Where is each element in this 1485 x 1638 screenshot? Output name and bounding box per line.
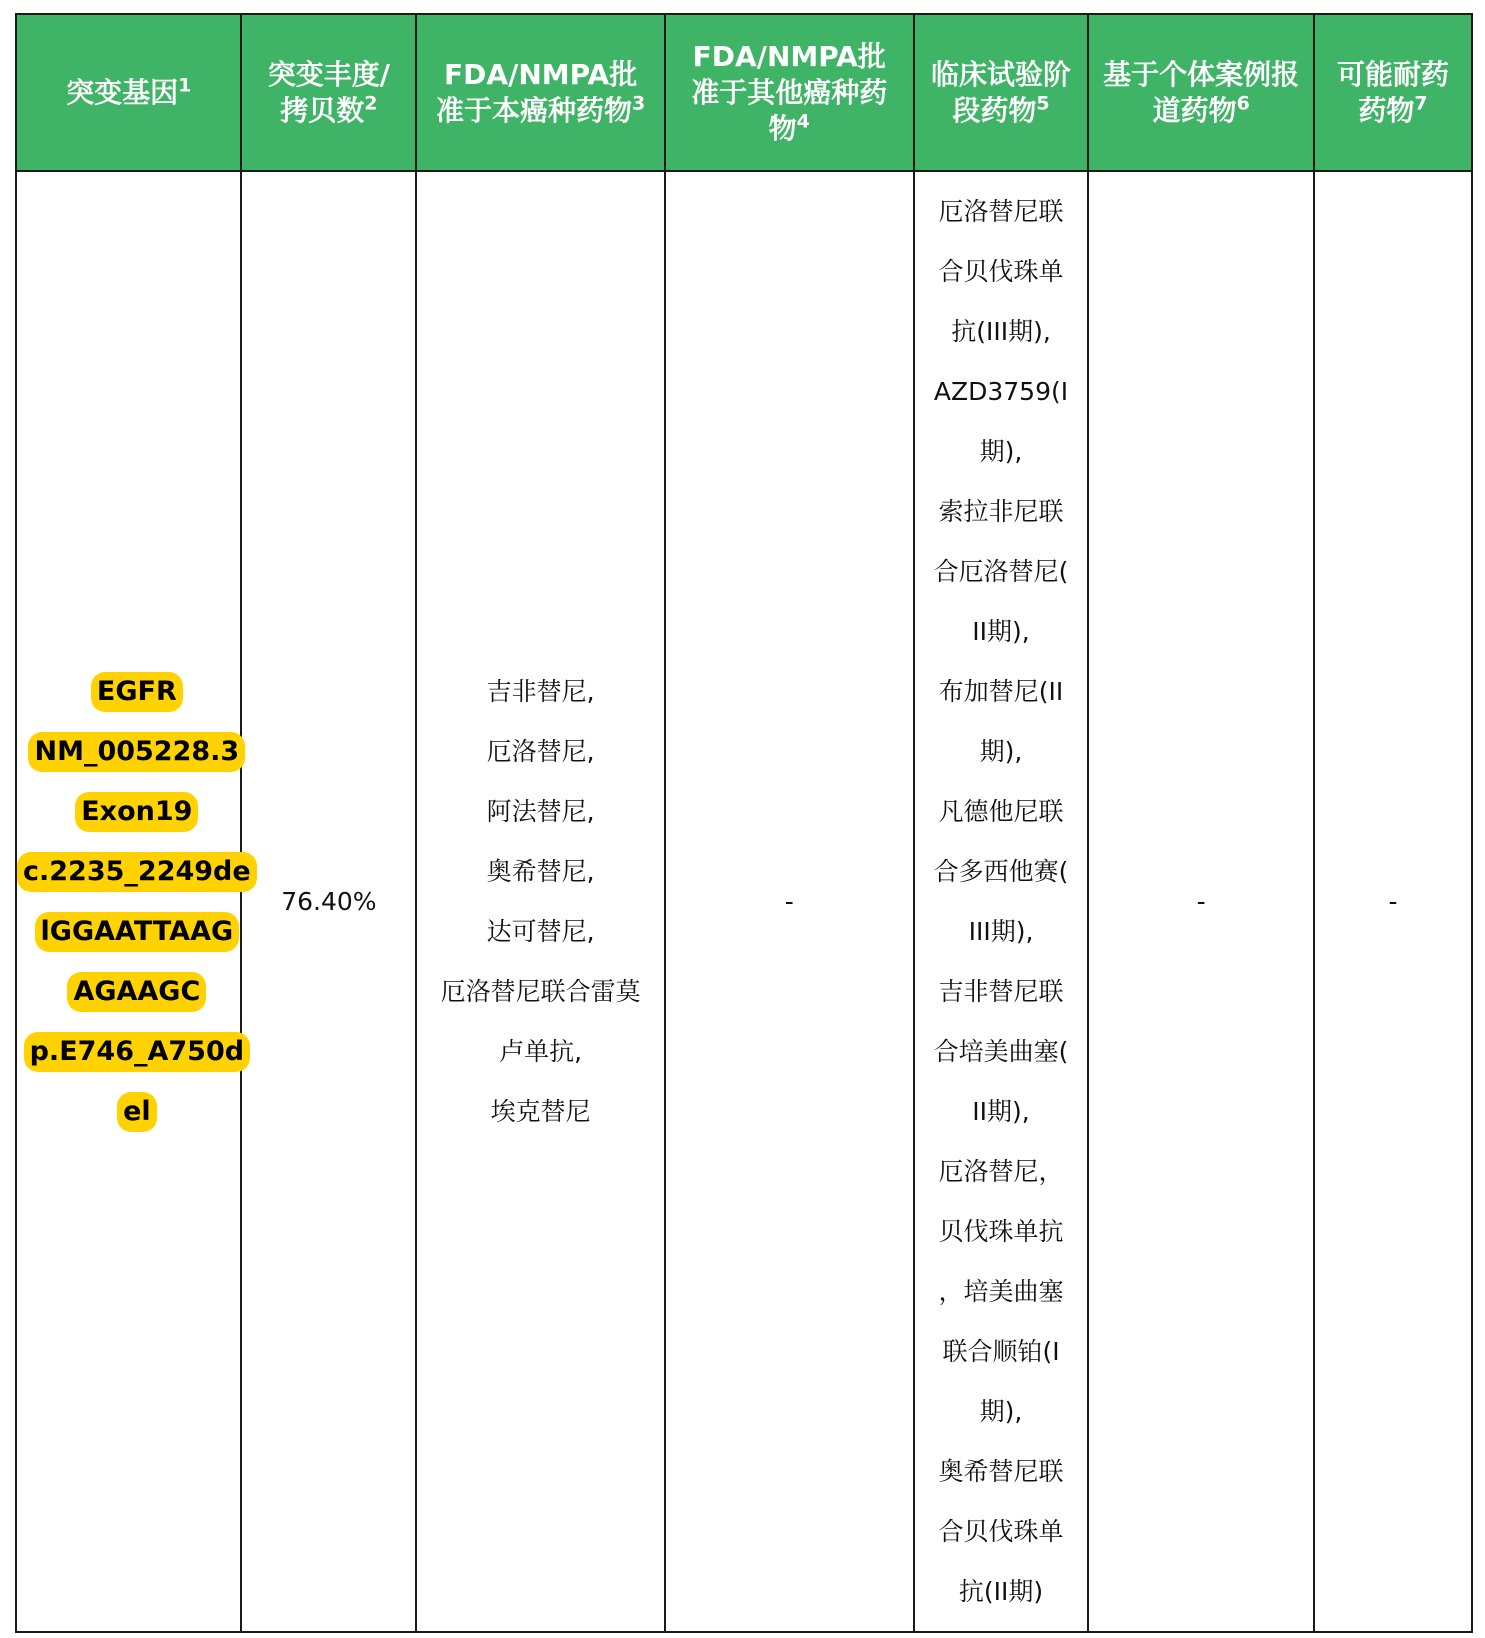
drug-item: 厄洛替尼联合雷莫 — [440, 976, 641, 1006]
case-report-cell — [1088, 171, 1313, 1632]
trial-line: 合培美曲塞( — [933, 1036, 1069, 1066]
trial-line: AZD3759(I — [933, 376, 1069, 406]
trial-line: 吉非替尼联 — [938, 976, 1064, 1006]
header-clinical-trial: 临床试验阶段药物$^5$ — [914, 14, 1089, 171]
trial-line: 厄洛替尼联 — [938, 196, 1064, 226]
table-row — [16, 171, 1472, 1632]
header-row — [16, 14, 1472, 171]
trial-line: 合贝伐珠单 — [938, 256, 1064, 286]
drug-item: 卢单抗, — [499, 1036, 583, 1066]
trial-line: 厄洛替尼， — [938, 1156, 1064, 1186]
trial-line: 合多西他赛( — [933, 856, 1069, 886]
approved-same-cancer-cell — [416, 171, 665, 1632]
trial-line: 奥希替尼联 — [938, 1456, 1064, 1486]
trial-line: 抗(III期), — [951, 316, 1051, 346]
trial-line: 贝伐珠单抗 — [938, 1216, 1064, 1246]
drug-item: 阿法替尼, — [486, 796, 595, 826]
gene-line: el — [117, 1092, 157, 1132]
gene-cell — [16, 171, 251, 1632]
approved-same-drug-list — [417, 662, 664, 1142]
clinical-trial-drug-list — [915, 182, 1088, 1622]
drug-item: 厄洛替尼, — [486, 736, 595, 766]
abundance-value: 76.40% — [281, 887, 377, 916]
resistant-cell — [1314, 171, 1472, 1632]
trial-line: 抗(II期) — [958, 1576, 1044, 1606]
trial-line: ，培美曲塞 — [938, 1276, 1064, 1306]
header-approved-same-cancer: FDA/NMPA批准于本癌种药物$^3$ — [416, 14, 665, 171]
trial-line: 布加替尼(II — [938, 676, 1064, 706]
gene-line: p.E746_A750d — [24, 1032, 250, 1072]
gene-line: c.2235_2249de — [17, 852, 257, 892]
trial-line: 期), — [979, 436, 1023, 466]
gene-line: lGGAATTAAG — [35, 912, 240, 952]
trial-line: II期), — [972, 616, 1030, 646]
gene-line: EGFR — [91, 672, 183, 712]
approved-other-cancer-cell — [665, 171, 914, 1632]
header-abundance: 突变丰度/拷贝数$^2$ — [241, 14, 416, 171]
gene-mutation-label — [17, 662, 257, 1142]
drug-item: 吉非替尼, — [486, 676, 595, 706]
header-mutation-gene: 突变基因$^1$ — [16, 14, 241, 171]
gene-line: Exon19 — [75, 792, 198, 832]
gene-line: AGAAGC — [67, 972, 206, 1012]
mutation-drug-table — [15, 13, 1473, 1633]
trial-line: III期), — [968, 916, 1034, 946]
case-report-value: - — [1196, 887, 1206, 916]
approved-other-value: - — [784, 887, 794, 916]
trial-line: 合贝伐珠单 — [938, 1516, 1064, 1546]
abundance-cell — [241, 171, 416, 1632]
drug-item: 奥希替尼, — [486, 856, 595, 886]
trial-line: 联合顺铂(I — [942, 1336, 1060, 1366]
trial-line: II期), — [972, 1096, 1030, 1126]
trial-line: 索拉非尼联 — [938, 496, 1064, 526]
gene-line: NM_005228.3 — [28, 732, 245, 772]
drug-item: 达可替尼, — [486, 916, 595, 946]
trial-line: 凡德他尼联 — [938, 796, 1064, 826]
header-approved-other-cancer: FDA/NMPA批准于其他癌种药物$^4$ — [665, 14, 914, 171]
drug-item: 埃克替尼 — [490, 1096, 591, 1126]
trial-line: 期), — [979, 1396, 1023, 1426]
clinical-trial-cell — [914, 171, 1089, 1632]
resistant-value: - — [1388, 887, 1398, 916]
trial-line: 期), — [979, 736, 1023, 766]
header-case-report: 基于个体案例报道药物$^6$ — [1088, 14, 1313, 171]
trial-line: 合厄洛替尼( — [933, 556, 1069, 586]
header-resistant: 可能耐药药物$^7$ — [1314, 14, 1472, 171]
